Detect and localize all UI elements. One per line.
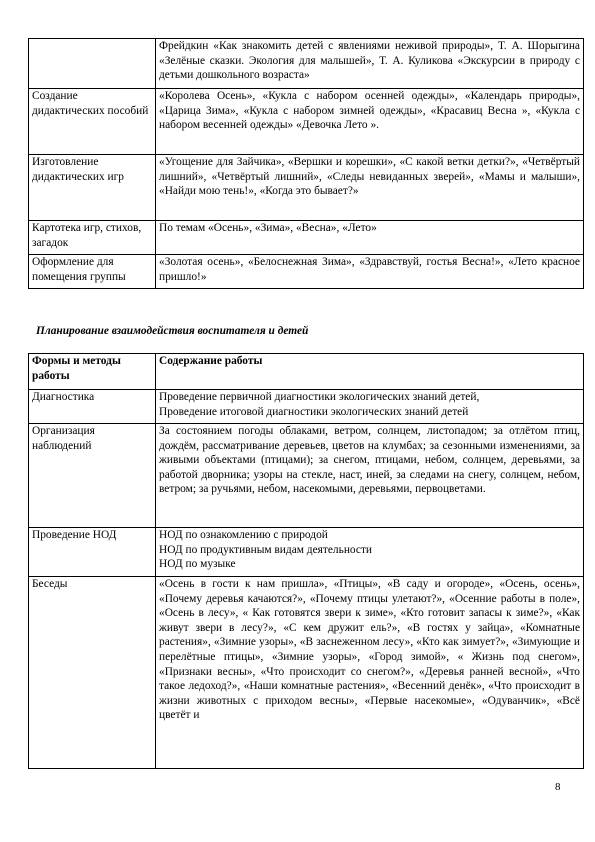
content-line: Проведение первичной диагностики экологических знаний детей, xyxy=(159,391,480,403)
row-content xyxy=(156,577,584,769)
row-content: «Угощение для Зайчика», «Вершки и корешки», «С какой ветки детки?», «Четвёртый лишний», «Четвёртый лишний», «Следы невиданных зверей», «Мамы и малыши», «Найди мою тень!», «Когда это бывает?» xyxy=(156,155,584,221)
row-content xyxy=(156,528,584,577)
resources-table xyxy=(28,38,584,289)
table-row xyxy=(29,390,584,424)
table-row xyxy=(29,221,584,255)
row-label: Беседы xyxy=(29,577,156,769)
table-row xyxy=(29,39,584,89)
header-content: Содержание работы xyxy=(156,354,584,390)
content-line: За состоянием погоды облаками, ветром, солнцем, листопадом; за отлётом птиц, дождём, рассматривание деревьев, цветов на клумбах; за сезонными изменениями, за живыми объектами (птицами); за снегом, птицами, небом, солнцем, деревьями, за работой дворника; узоры на стекле, наст, иней, за следами на снегу, солнцем, небом, ветром; за ручьями, небом, насекомыми, деревьями, первоцветами. xyxy=(159,425,580,496)
row-label: Картотека игр, стихов, загадок xyxy=(29,221,156,255)
row-content xyxy=(156,390,584,424)
content-line: НОД по музыке xyxy=(159,558,236,571)
row-label xyxy=(29,39,156,89)
row-label: Диагностика xyxy=(29,390,156,424)
content-line: «Осень в гости к нам пришла», «Птицы», «В саду и огороде», «Осень, осень», «Почему деревья качаются?», «Почему птицы улетают?», «Осенние работы в поле», «Осень в лесу», « Как готовятся звери к зиме», «Кто готовит запасы к зиме?», «Как живут звери в лесу?», «С кем дружит ель?», «В гостях у зайца», «Комнатные растения», «Зимние узоры», «В заснеженном лесу», «Кто как зимует?», «Зимующие и перелётные птицы», «Зимние узоры», «Город зимой», « Жизнь под снегом», «Признаки весны», «Что происходит со снегом?», «Деревья ранней весной», «Что такое ледоход?», «Наши комнатные растения», «Весенний денёк», «Что происходит в жизни животных с приходом весны», «Первые насекомые», «Одуванчик», «Всё цветёт и xyxy=(159,578,580,722)
table-row xyxy=(29,424,584,528)
row-label: Организация наблюдений xyxy=(29,424,156,528)
section-heading: Планирование взаимодействия воспитателя и детей xyxy=(36,325,309,337)
row-label: Создание дидактических пособий xyxy=(29,89,156,155)
header-forms: Формы и методы работы xyxy=(29,354,156,390)
row-content xyxy=(156,424,584,528)
table-row xyxy=(29,155,584,221)
table-header-row xyxy=(29,354,584,390)
content-line: НОД по продуктивным видам деятельности xyxy=(159,543,373,556)
row-label: Проведение НОД xyxy=(29,528,156,577)
table-row xyxy=(29,577,584,769)
row-content: «Королева Осень», «Кукла с набором осенней одежды», «Календарь природы», «Царица Зима», «Кукла с набором зимней одежды», «Красавиц Весна », «Кукла с набором весенней одежды» «Девочка Лето ». xyxy=(156,89,584,155)
table-row xyxy=(29,528,584,577)
content-line: Проведение итоговой диагностики экологических знаний детей xyxy=(159,405,469,418)
table-row xyxy=(29,255,584,289)
page-number: 8 xyxy=(555,781,561,793)
row-content: По темам «Осень», «Зима», «Весна», «Лето» xyxy=(156,221,584,255)
interaction-table xyxy=(28,353,584,769)
content-line: НОД по ознакомлению с природой xyxy=(159,529,328,541)
row-label: Оформление для помещения группы xyxy=(29,255,156,289)
row-label: Изготовление дидактических игр xyxy=(29,155,156,221)
row-content: «Золотая осень», «Белоснежная Зима», «Здравствуй, гостья Весна!», «Лето красное пришло!» xyxy=(156,255,584,289)
table-row xyxy=(29,89,584,155)
row-content: Фрейдкин «Как знакомить детей с явлениями неживой природы», Т. А. Шорыгина «Зелёные сказки. Экология для малышей», Т. А. Куликова «Экскурсии в природу с детьми дошкольного возраста» xyxy=(156,39,584,89)
